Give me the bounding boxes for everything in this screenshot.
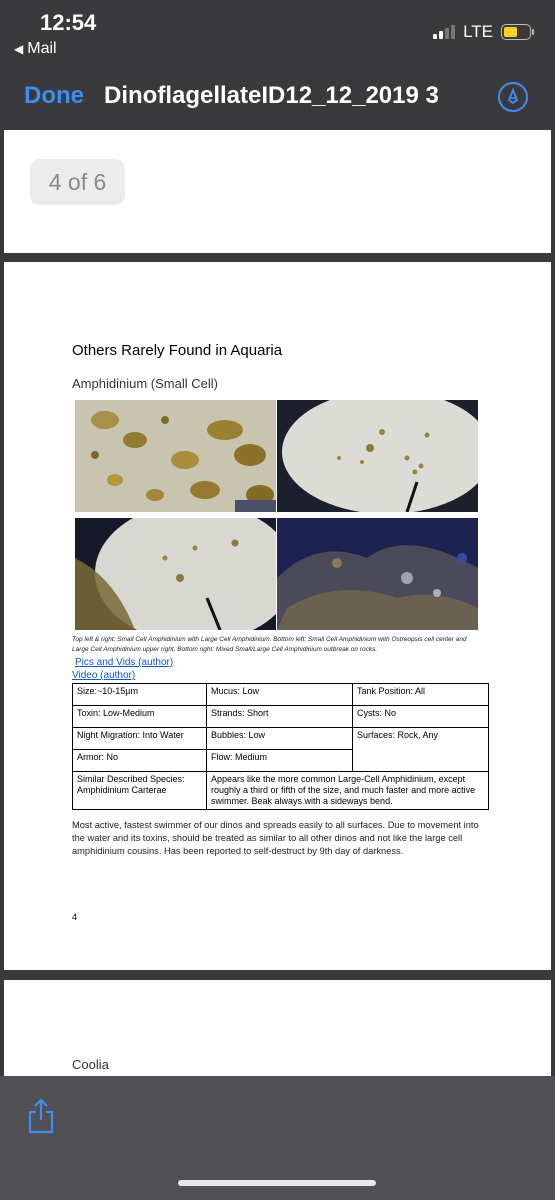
table-cell: Size:~10-15µm xyxy=(73,684,207,706)
table-cell: Armor: No xyxy=(73,750,207,772)
home-indicator[interactable] xyxy=(178,1180,376,1186)
back-to-mail-link[interactable] xyxy=(14,40,57,58)
table-row xyxy=(73,706,489,728)
species-properties-table xyxy=(72,683,489,810)
aquarium-rock-photo xyxy=(277,518,478,630)
table-row xyxy=(73,684,489,706)
signal-icon xyxy=(433,25,455,39)
page-number: 4 xyxy=(72,912,78,922)
microscope-photo-bottom-left xyxy=(75,518,276,630)
table-cell: Night Migration: Into Water xyxy=(73,728,207,750)
table-cell: Strands: Short xyxy=(207,706,353,728)
table-cell: Similar Described Species: Amphidinium Carterae xyxy=(73,772,207,810)
battery-icon xyxy=(501,24,531,40)
pdf-page-5 xyxy=(4,980,551,1080)
pdf-page-4 xyxy=(4,262,551,970)
done-button[interactable]: Done xyxy=(24,82,84,109)
table-cell: Mucus: Low xyxy=(207,684,353,706)
species-heading-coolia: Coolia xyxy=(72,1057,109,1072)
table-cell: Bubbles: Low xyxy=(207,728,353,750)
document-title: DinoflagellateID12_12_2019 3 xyxy=(104,82,439,109)
table-row xyxy=(73,772,489,810)
table-cell: Surfaces: Rock, Any xyxy=(353,728,489,772)
share-icon[interactable] xyxy=(26,1096,56,1136)
bottom-toolbar xyxy=(0,1076,555,1200)
back-app-label: Mail xyxy=(27,40,57,57)
status-indicators xyxy=(433,22,531,42)
video-link[interactable]: Video (author) xyxy=(72,670,136,681)
microscope-photo-top-left xyxy=(75,400,276,512)
page-heading: Others Rarely Found in Aquaria xyxy=(72,342,283,359)
pics-and-vids-link[interactable]: Pics and Vids (author) xyxy=(75,657,174,668)
back-arrow-icon: ◀ xyxy=(14,42,24,56)
species-heading: Amphidinium (Small Cell) xyxy=(72,376,218,391)
table-cell: Cysts: No xyxy=(353,706,489,728)
table-cell: Appears like the more common Large-Cell Amphidinium, except roughly a third or fifth of the size, and much faster and more active swimmer. Beak always with a sideways bend. xyxy=(207,772,489,810)
table-cell: Tank Position: All xyxy=(353,684,489,706)
table-row xyxy=(73,728,489,750)
navigation-bar xyxy=(0,82,555,114)
page-counter-badge: 4 of 6 xyxy=(30,159,125,205)
table-cell: Flow: Medium xyxy=(207,750,353,772)
status-time: 12:54 xyxy=(40,10,97,35)
figure-caption: Top left & right: Small Cell Amphidinium with Large Cell Amphidinium. Bottom left: Small Cell Amphidinium with Ostreopsis cell center and Large Cell Amphidinium upper right. Bottom right: Mixed Small/Large Cell Amphidinium outbreak on rocks. xyxy=(72,636,467,653)
markup-pen-icon[interactable] xyxy=(498,82,528,112)
network-label: LTE xyxy=(463,22,493,41)
top-bar xyxy=(0,0,555,130)
table-cell: Toxin: Low-Medium xyxy=(73,706,207,728)
species-description: Most active, fastest swimmer of our dinos and spreads easily to all surfaces. Due to movement into the water and its toxins, should be treated as similar to all other dinos and not like the large cell amphidinium cousins. Has been reported to self-destruct by 9th day of darkness. xyxy=(72,820,479,856)
microscope-photo-top-right xyxy=(277,400,478,512)
